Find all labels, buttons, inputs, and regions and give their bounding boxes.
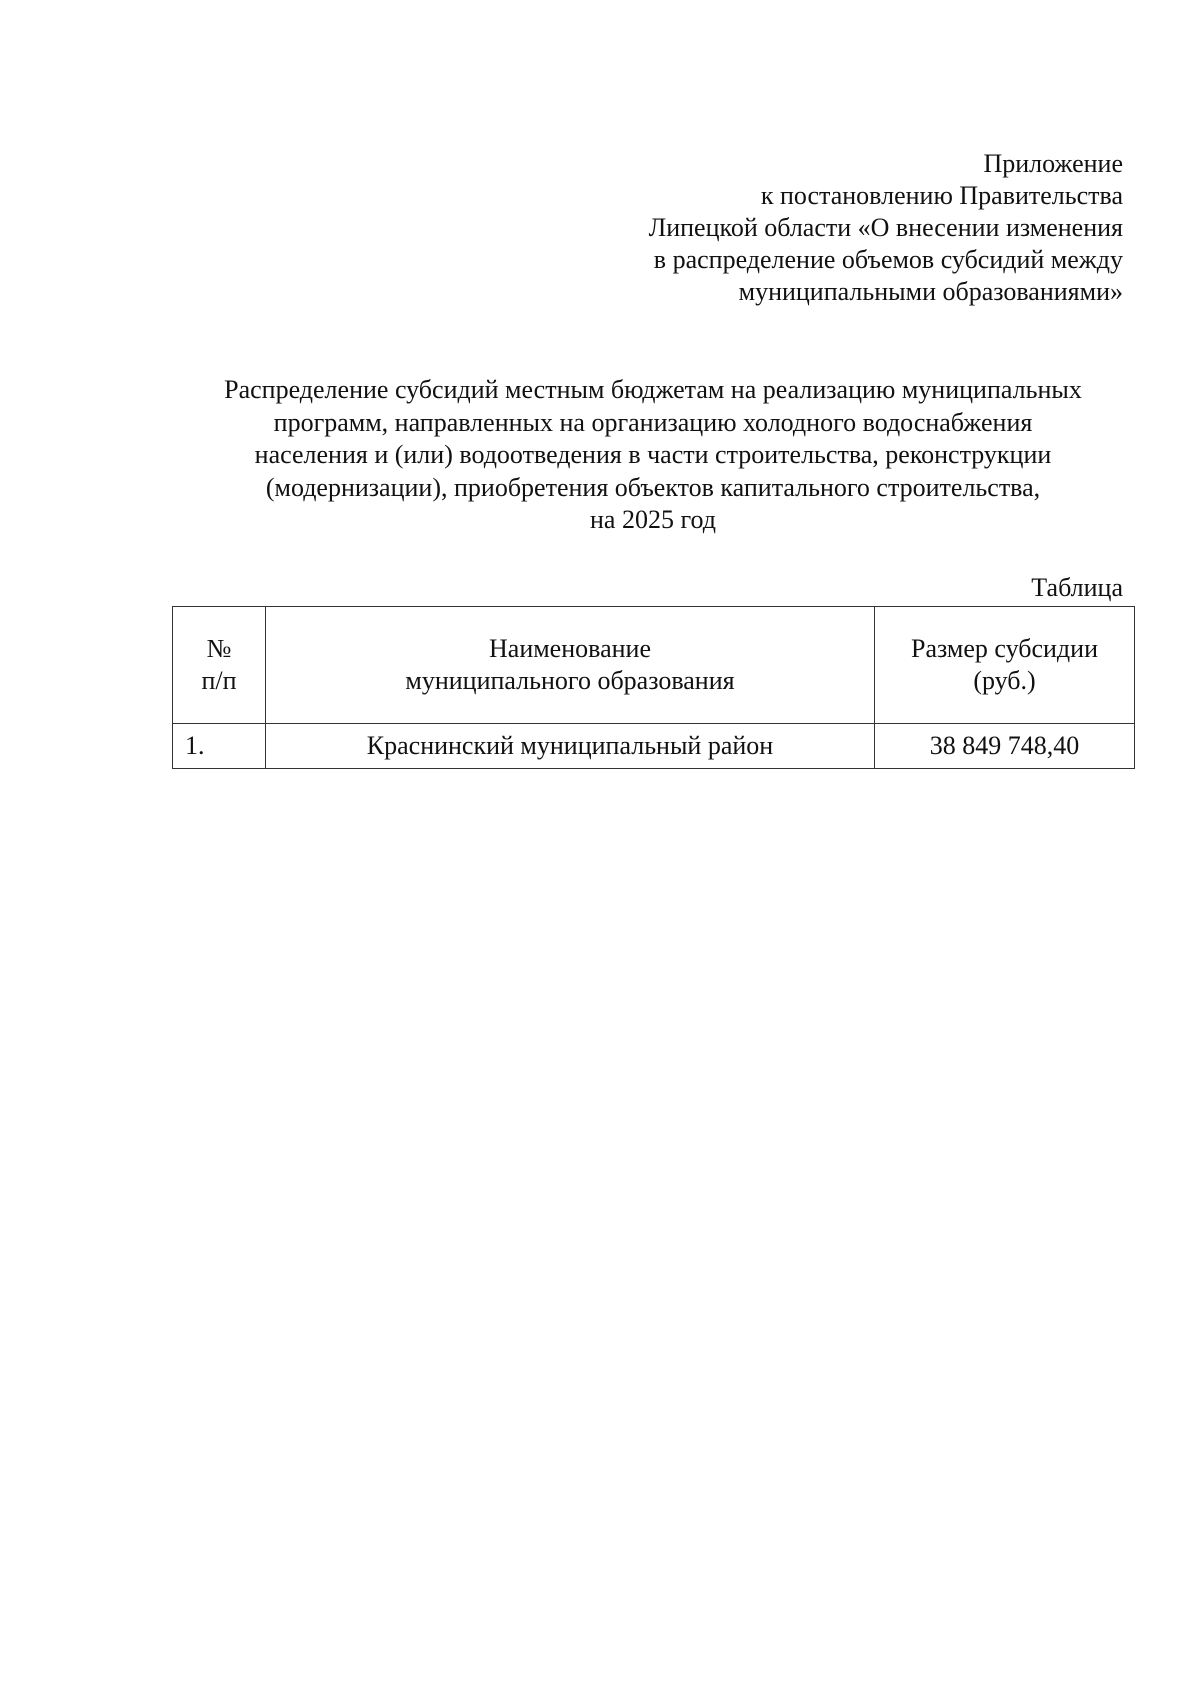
header-amount: [875, 607, 1135, 724]
annex-line: в распределение объемов субсидий между: [653, 245, 1123, 274]
header-amount-line: (руб.): [973, 666, 1036, 695]
header-num-line: п/п: [201, 666, 237, 695]
annex-line: к постановлению Правительства: [760, 181, 1123, 210]
cell-amount: 38 849 748,40: [875, 724, 1135, 769]
title-line: на 2025 год: [590, 505, 716, 534]
header-name-line: Наименование: [489, 634, 651, 663]
title-line: Распределение субсидий местным бюджетам на реализацию муниципальных: [224, 375, 1082, 404]
document-title: [172, 374, 1134, 537]
title-line: населения и (или) водоотведения в части строительства, реконструкции: [254, 440, 1052, 469]
annex-line: Липецкой области «О внесении изменения: [648, 213, 1123, 242]
header-name: [266, 607, 875, 724]
annex-line: муниципальными образованиями»: [738, 277, 1123, 306]
header-num: [173, 607, 266, 724]
table-row: [173, 724, 1135, 769]
cell-name: Краснинский муниципальный район: [266, 724, 875, 769]
subsidy-table: [172, 606, 1135, 769]
cell-num: 1.: [173, 724, 266, 769]
header-num-line: №: [206, 634, 232, 663]
table-header-row: [173, 607, 1135, 724]
header-amount-line: Размер субсидии: [911, 634, 1098, 663]
title-line: программ, направленных на организацию холодного водоснабжения: [273, 407, 1033, 437]
title-line: (модернизации), приобретения объектов капитального строительства,: [265, 472, 1041, 502]
annex-line: Приложение: [983, 149, 1123, 178]
header-name-line: муниципального образования: [405, 666, 735, 695]
table-label: Таблица: [1031, 573, 1123, 602]
annex-header: [649, 148, 1123, 308]
